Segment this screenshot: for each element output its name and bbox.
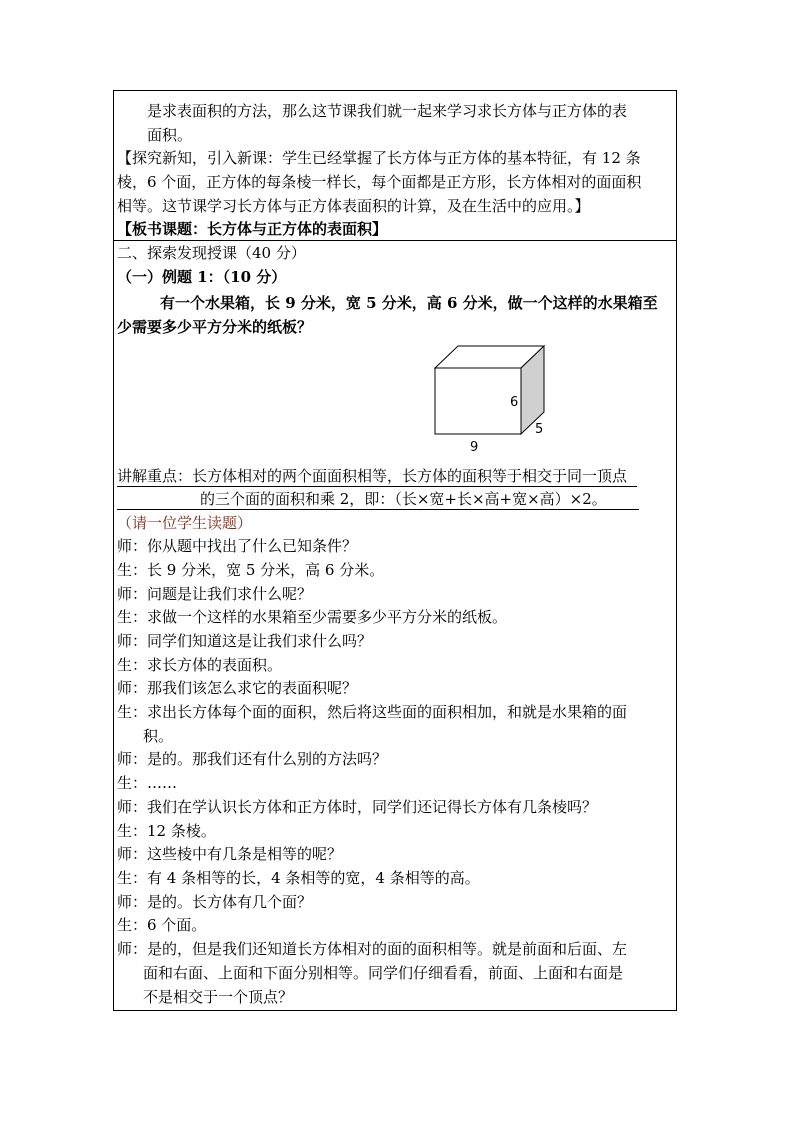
dialogue-line: 生：求长方体的表面积。 bbox=[117, 656, 283, 674]
intro-line-2: 面积。 bbox=[147, 126, 193, 144]
example-label: （一）例题 1：（10 分） bbox=[117, 268, 287, 286]
key-point-line-1: 讲解重点：长方体相对的两个面面积相等，长方体的面积等于相交于同一顶点 bbox=[117, 467, 628, 485]
explore-line-3: 相等。这节课学习长方体与正方体表面积的计算，及在生活中的应用。】 bbox=[117, 197, 590, 215]
dialogue-line: 师：同学们知道这是让我们求什么吗？ bbox=[117, 632, 373, 650]
dialogue-line: 生：求做一个这样的水果箱至少需要多少平方分米的纸板。 bbox=[117, 608, 508, 626]
dialogue-line: 生：求出长方体每个面的面积，然后将这些面的面积相加，和就是水果箱的面 bbox=[117, 703, 628, 721]
key-point-line-2: 的三个面的面积和乘 2，即：（长×宽+长×高+宽×高）×2。 bbox=[200, 490, 607, 508]
height-label: 6 bbox=[510, 395, 519, 410]
cuboid-figure bbox=[425, 340, 585, 460]
problem-line-1: 有一个水果箱，长 9 分米，宽 5 分米，高 6 分米，做一个这样的水果箱至 bbox=[160, 294, 658, 312]
length-label: 9 bbox=[470, 440, 479, 455]
key-point-underline-1 bbox=[117, 486, 637, 487]
dialogue-line: 生：…… bbox=[117, 774, 178, 792]
dialogue-line: 积。 bbox=[143, 727, 174, 745]
board-title: 【板书课题：长方体与正方体的表面积】 bbox=[117, 220, 388, 238]
dialogue-line: 师：你从题中找出了什么已知条件？ bbox=[117, 537, 358, 555]
dialogue-line: 不是相交于一个顶点？ bbox=[143, 988, 294, 1006]
problem-line-2: 少需要多少平方分米的纸板？ bbox=[117, 318, 313, 336]
cuboid-front-face bbox=[435, 368, 521, 434]
dialogue-line: 师：是的，但是我们还知道长方体相对的面的面积相等。就是前面和后面、左 bbox=[117, 940, 628, 958]
dialogue-line: 面和右面、上面和下面分别相等。同学们仔细看看，前面、上面和右面是 bbox=[143, 964, 624, 982]
explore-line-1: 【探究新知，引入新课：学生已经掌握了长方体与正方体的基本特征，有 12 条 bbox=[117, 149, 641, 167]
dialogue-line: 师：那我们该怎么求它的表面积呢？ bbox=[117, 679, 358, 697]
key-point-underline-2 bbox=[117, 509, 639, 510]
dialogue-line: 生：6 个面。 bbox=[117, 916, 207, 934]
reading-note: （请一位学生读题） bbox=[117, 514, 253, 532]
section-heading: 二、探索发现授课（40 分） bbox=[117, 244, 306, 262]
dialogue-line: 师：是的。长方体有几个面？ bbox=[117, 893, 313, 911]
dialogue-line: 师：是的。那我们还有什么别的方法吗？ bbox=[117, 750, 388, 768]
intro-line-1: 是求表面积的方法，那么这节课我们就一起来学习求长方体与正方体的表 bbox=[147, 102, 628, 120]
explore-line-2: 棱，6 个面，正方体的每条棱一样长，每个面都是正方形，长方体相对的面面积 bbox=[117, 173, 642, 191]
dialogue-line: 师：问题是让我们求什么呢？ bbox=[117, 585, 313, 603]
dialogue-line: 生：有 4 条相等的长，4 条相等的宽，4 条相等的高。 bbox=[117, 869, 480, 887]
dialogue-line: 师：我们在学认识长方体和正方体时，同学们还记得长方体有几条棱吗？ bbox=[117, 798, 598, 816]
dialogue-line: 生：12 条棱。 bbox=[117, 822, 216, 840]
width-label: 5 bbox=[535, 422, 544, 437]
dialogue-line: 师：这些棱中有几条是相等的呢？ bbox=[117, 845, 343, 863]
dialogue-line: 生：长 9 分米，宽 5 分米，高 6 分米。 bbox=[117, 561, 385, 579]
